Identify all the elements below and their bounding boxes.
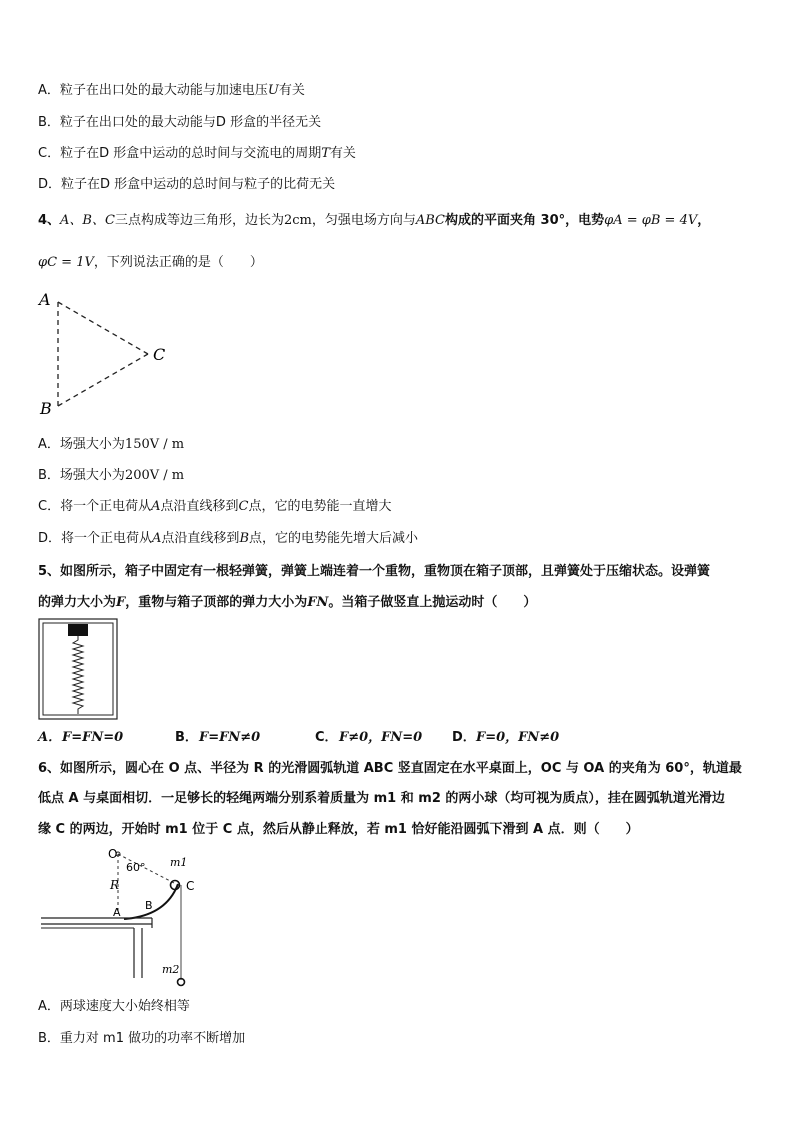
q5-option-a: A． bbox=[38, 730, 62, 745]
option-label: B． bbox=[38, 468, 60, 483]
option-label: D． bbox=[38, 531, 62, 546]
stem-text: ，下列说法正确的是（ ） bbox=[93, 255, 263, 270]
force-fn: FN bbox=[307, 595, 329, 610]
q5-option-b-text: F=FN≠0 bbox=[199, 730, 261, 745]
option-variable: C bbox=[238, 499, 249, 514]
label-m2: m2 bbox=[162, 963, 180, 976]
q5-option-d-text: F=0，FN≠0 bbox=[476, 730, 560, 745]
side-bc bbox=[58, 354, 148, 406]
option-variable: T bbox=[321, 146, 330, 161]
q5-stem-line1: 5、如图所示，箱子中固定有一根轻弹簧，弹簧上端连着一个重物，重物顶在箱子顶部，且弹簧处于压缩状态。设弹簧 bbox=[38, 564, 711, 579]
q6-stem-line1: 6、如图所示，圆心在 O 点、半径为 R 的光滑圆弧轨道 ABC 竖直固定在水平桌面上，OC 与 OA 的夹角为 60°，轨道最 bbox=[38, 761, 742, 776]
option-variable: U bbox=[267, 83, 279, 98]
option-text: 点沿直线移到 bbox=[161, 531, 240, 546]
label-r: R bbox=[110, 878, 120, 892]
q3-option-a bbox=[38, 82, 305, 100]
q5-option-b: B． bbox=[175, 730, 198, 745]
q4-option-b bbox=[38, 467, 184, 485]
stem-text: ，匀强电场方向与 bbox=[311, 213, 416, 228]
option-text: 粒子在出口处的最大动能与加速电压 bbox=[59, 83, 268, 98]
side-length: 2cm bbox=[283, 213, 312, 228]
stem-text: 的弹力大小为 bbox=[38, 595, 117, 610]
option-text: 点，它的电势能一直增大 bbox=[248, 499, 392, 514]
option-variable: B bbox=[239, 531, 249, 546]
q6-option-b bbox=[38, 1030, 245, 1048]
option-variable: A bbox=[152, 531, 162, 546]
question-number: 4、 bbox=[38, 213, 61, 228]
spring bbox=[73, 636, 83, 714]
q6-stem-line2: 低点 A 与桌面相切．一足够长的轻绳两端分别系着质量为 m1 和 m2 的两小球（均可视为质点），挂在圆弧轨道光滑边 bbox=[38, 791, 725, 806]
q5-option-d: D． bbox=[452, 730, 476, 745]
stem-text: ，重物与箱子顶部的弹力大小为 bbox=[125, 595, 308, 610]
vertex-c-label: C bbox=[153, 345, 166, 364]
q4-option-c bbox=[38, 498, 391, 516]
option-value: 150V / m bbox=[124, 437, 185, 452]
vertex-a-label: A bbox=[39, 290, 51, 309]
option-label: C． bbox=[38, 146, 61, 161]
option-label: D． bbox=[38, 177, 62, 192]
q4-option-a bbox=[38, 436, 184, 454]
option-text: 粒子在出口处的最大动能与D 形盒的半径无关 bbox=[59, 115, 322, 130]
label-c: C bbox=[186, 879, 195, 893]
label-b: B bbox=[145, 899, 153, 912]
option-text: 重力对 m1 做功的功率不断增加 bbox=[59, 1031, 246, 1046]
option-label: A． bbox=[38, 437, 60, 452]
label-o: O bbox=[108, 847, 118, 861]
q6-option-a bbox=[38, 998, 190, 1016]
option-text: 将一个正电荷从 bbox=[60, 499, 152, 514]
q5-option-c: C． bbox=[315, 730, 338, 745]
option-variable: A bbox=[151, 499, 161, 514]
option-text: 粒子在D 形盒中运动的总时间与粒子的比荷无关 bbox=[61, 177, 336, 192]
separator: ， bbox=[697, 213, 711, 228]
box-spring-figure bbox=[38, 618, 120, 722]
label-a: A bbox=[113, 906, 121, 919]
plane-name: ABC bbox=[415, 213, 445, 228]
option-text: 点，它的电势能先增大后减小 bbox=[249, 531, 419, 546]
option-text: 场强大小为 bbox=[59, 437, 125, 452]
q5-option-a-text: F=FN=0 bbox=[62, 730, 124, 745]
option-tail: 有关 bbox=[329, 146, 356, 161]
q5-stem-line2 bbox=[38, 594, 536, 612]
q3-option-b bbox=[38, 114, 321, 132]
option-label: A． bbox=[38, 999, 60, 1014]
vertex-b-label: B bbox=[40, 399, 52, 418]
option-text: 两球速度大小始终相等 bbox=[59, 999, 190, 1014]
q3-option-d bbox=[38, 176, 335, 194]
potential-ab: φA = φB = 4V bbox=[604, 213, 698, 228]
option-value: 200V / m bbox=[124, 468, 185, 483]
label-angle: 60° bbox=[126, 861, 146, 874]
option-text: 点沿直线移到 bbox=[160, 499, 239, 514]
q3-option-c bbox=[38, 145, 356, 163]
stem-text: 构成的平面夹角 30°，电势 bbox=[445, 213, 605, 228]
q5-option-c-text: F≠0，FN=0 bbox=[339, 730, 423, 745]
q4-stem-line1 bbox=[38, 212, 710, 230]
stem-text: 。当箱子做竖直上抛运动时（ ） bbox=[328, 595, 537, 610]
option-label: B． bbox=[38, 115, 60, 130]
option-label: C． bbox=[38, 499, 61, 514]
option-tail: 有关 bbox=[278, 83, 305, 98]
potential-c: φC = 1V bbox=[38, 255, 94, 270]
side-ac bbox=[58, 302, 148, 354]
option-label: B． bbox=[38, 1031, 60, 1046]
point-names: A、B、C bbox=[60, 213, 115, 228]
triangle-figure bbox=[36, 288, 176, 418]
q4-option-d bbox=[38, 530, 418, 548]
option-text: 将一个正电荷从 bbox=[61, 531, 153, 546]
q4-stem-line2 bbox=[38, 254, 263, 272]
stem-text: 三点构成等边三角形，边长为 bbox=[114, 213, 284, 228]
force-f: F bbox=[116, 595, 126, 610]
weight-block bbox=[68, 624, 88, 636]
option-text: 粒子在D 形盒中运动的总时间与交流电的周期 bbox=[60, 146, 322, 161]
option-text: 场强大小为 bbox=[59, 468, 125, 483]
label-m1: m1 bbox=[170, 856, 188, 869]
option-label: A． bbox=[38, 83, 60, 98]
q6-stem-line3: 缘 C 的两边，开始时 m1 位于 C 点，然后从静止释放，若 m1 恰好能沿圆弧下滑到 A 点．则（ ） bbox=[38, 822, 639, 837]
arc-track-figure bbox=[38, 842, 208, 992]
